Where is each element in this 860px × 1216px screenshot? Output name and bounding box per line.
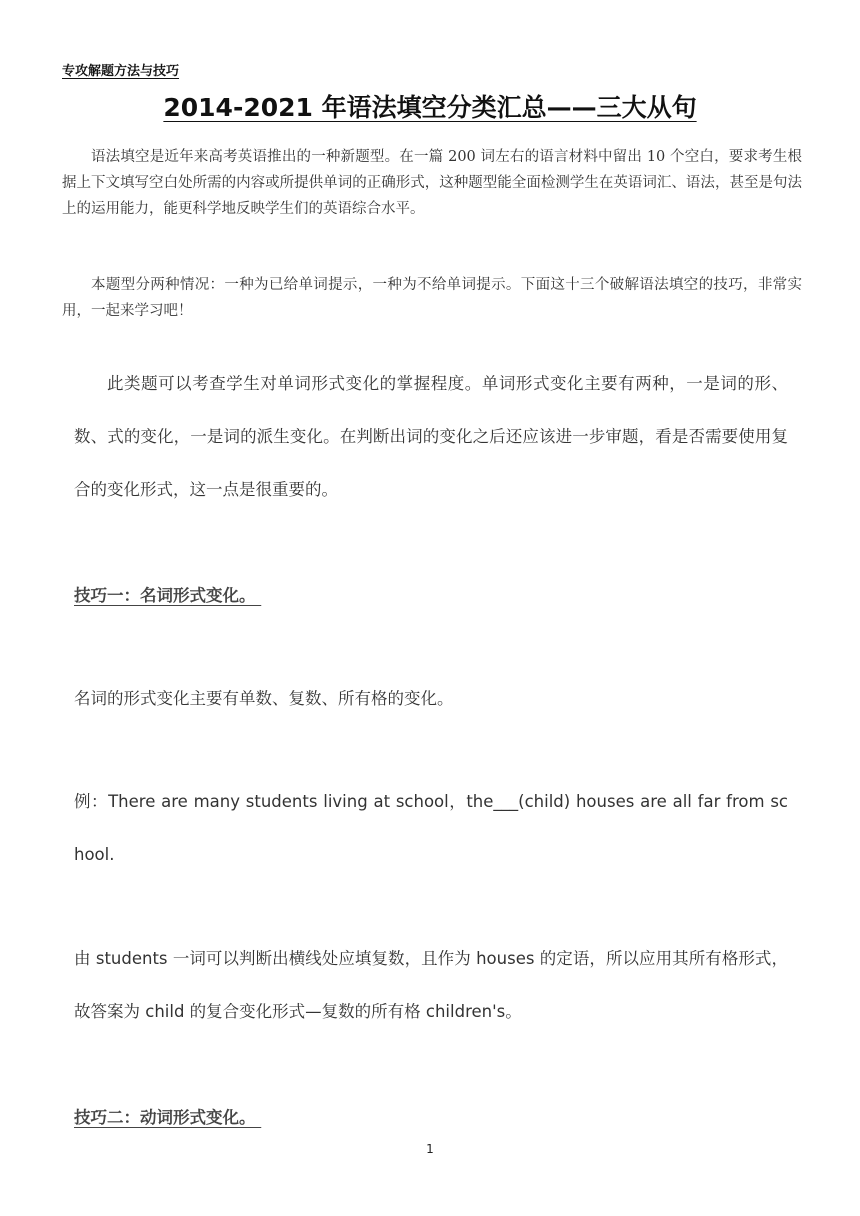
- section-heading-noun: 技巧一：名词形式变化。: [74, 586, 262, 605]
- example-sentence: 例：There are many students living at school，the___(child) houses are all far from school.: [74, 792, 788, 864]
- example-analysis: 由 students 一词可以判断出横线处应填复数，且作为 houses 的定语，所以应用其所有格形式，故答案为 child 的复合变化形式—复数的所有格 children's。: [74, 949, 788, 1021]
- intro-paragraph-1: 语法填空是近年来高考英语推出的一种新题型。在一篇 200 词左右的语言材料中留出 10 个空白，要求考生根据上下文填写空白处所需的内容或所提供单词的正确形式，这种题型能全面检测学生在英语词汇、语法，甚至是句法上的运用能力，能更科学地反映学生们的英语综合水平。: [62, 149, 802, 217]
- intro-paragraph-2: 本题型分两种情况：一种为已给单词提示，一种为不给单词提示。下面这十三个破解语法填空的技巧，非常实用，一起来学习吧！: [62, 277, 802, 319]
- lead-paragraph: 此类题可以考查学生对单词形式变化的掌握程度。单词形式变化主要有两种，一是词的形、数、式的变化，一是词的派生变化。在判断出词的变化之后还应该进一步审题，看是否需要使用复合的变化形式，这一点是很重要的。: [74, 374, 788, 499]
- noun-forms-paragraph: 名词的形式变化主要有单数、复数、所有格的变化。: [74, 689, 454, 708]
- page-number: 1: [426, 1142, 434, 1156]
- document-title: 2014-2021 年语法填空分类汇总——三大从句: [163, 93, 697, 122]
- document-header-label: 专攻解题方法与技巧: [62, 64, 180, 79]
- section-heading-verb: 技巧二：动词形式变化。: [74, 1108, 262, 1127]
